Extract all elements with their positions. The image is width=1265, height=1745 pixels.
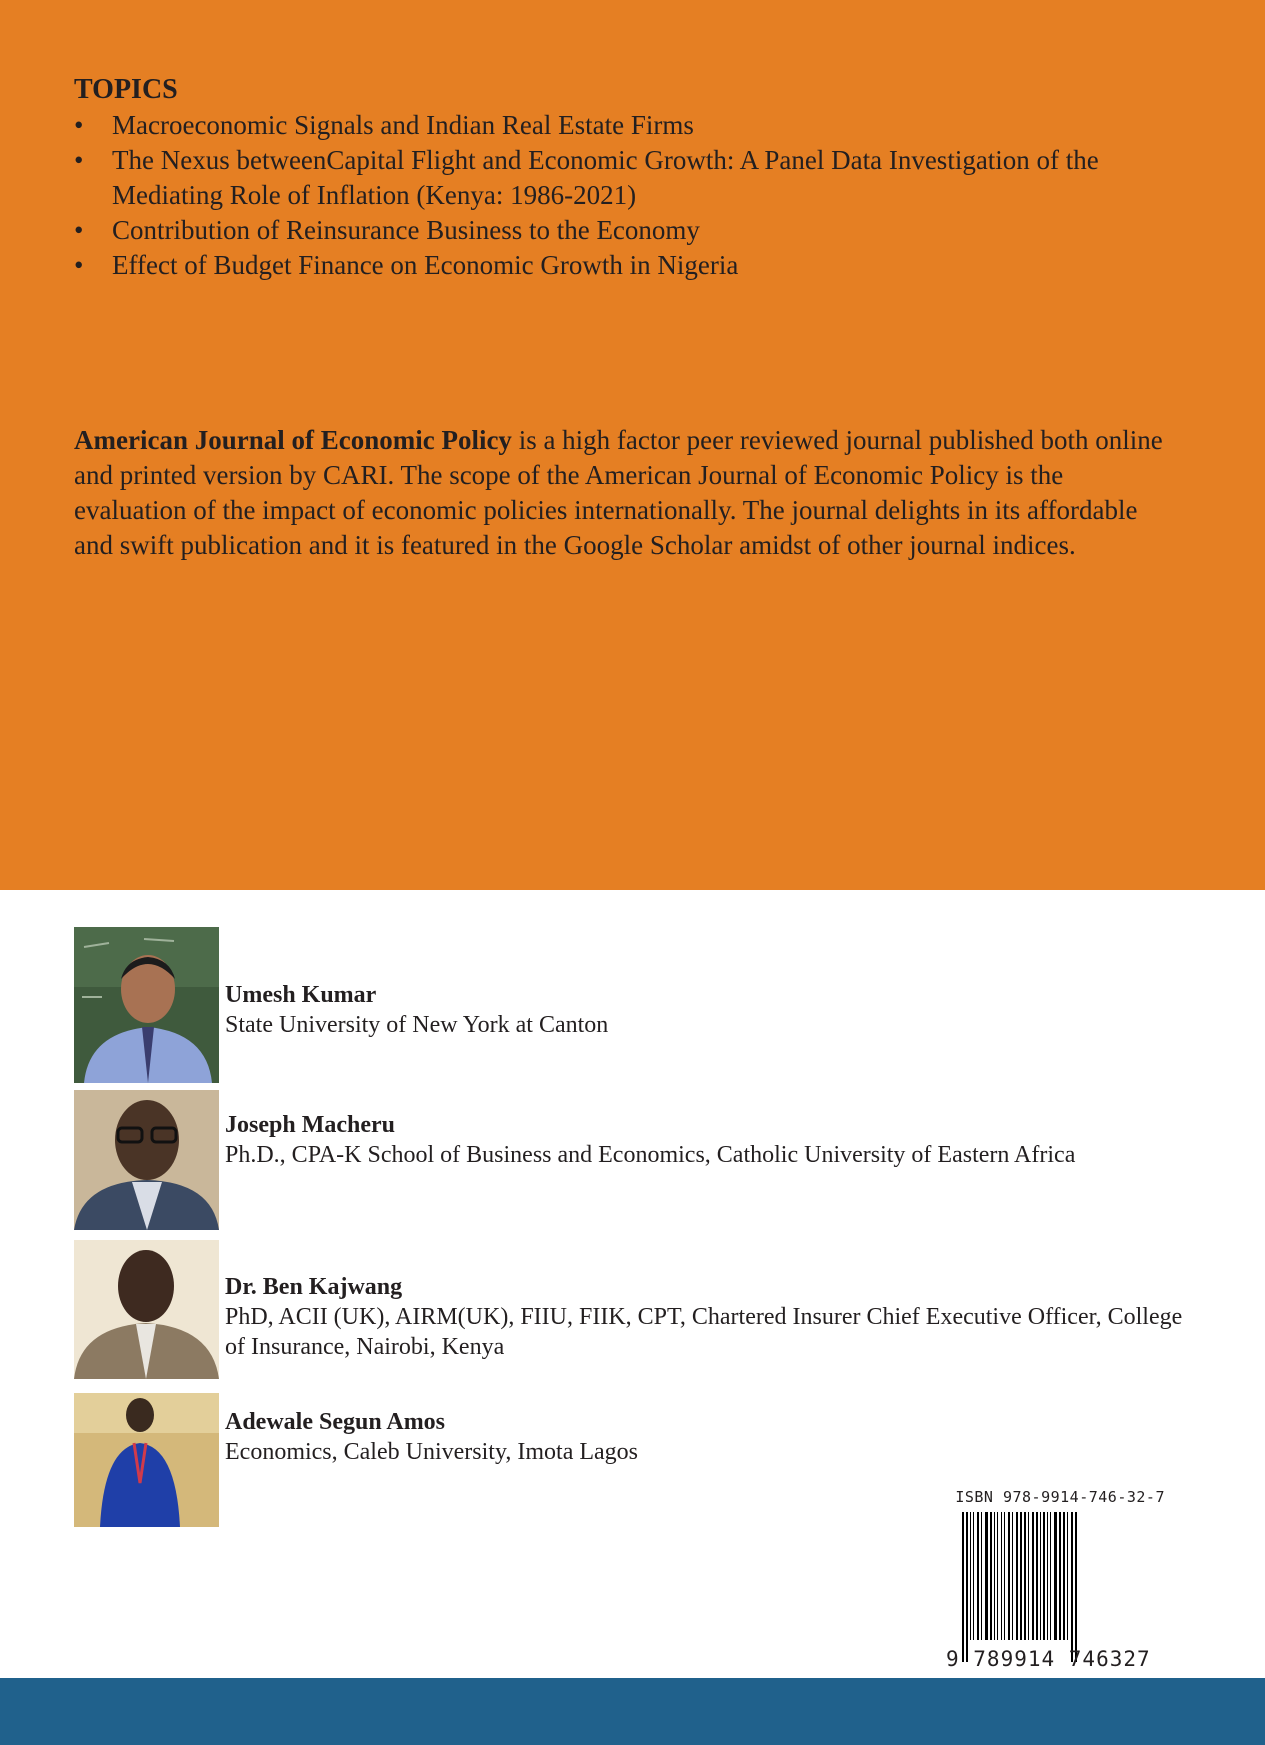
author-text [225, 980, 608, 1040]
topics-heading: TOPICS [74, 74, 178, 105]
author-name: Adewale Segun Amos [225, 1409, 446, 1435]
author-text [225, 1272, 1184, 1362]
barcode-icon [946, 1512, 1166, 1662]
footer-band [0, 1678, 1265, 1745]
author-photo [74, 1240, 219, 1379]
isbn-label: ISBN 978-9914-746-32-7 [955, 1488, 1165, 1506]
topics-list [74, 108, 1184, 283]
author-entry [74, 927, 1184, 1083]
journal-description [74, 423, 1166, 563]
author-affiliation: Ph.D., CPA-K School of Business and Economics, Catholic University of Eastern Africa [225, 1142, 1076, 1168]
topic-item: • Macroeconomic Signals and Indian Real Estate Firms [74, 108, 1184, 143]
author-entry [74, 1240, 1184, 1379]
author-name: Dr. Ben Kajwang [225, 1274, 403, 1300]
author-entry [74, 1090, 1184, 1230]
portrait-photo-icon [74, 1090, 219, 1230]
portrait-photo-icon [74, 1393, 219, 1527]
author-photo [74, 1393, 219, 1527]
topic-item: • The Nexus betweenCapital Flight and Economic Growth: A Panel Data Investigation of the Mediating Role of Inflation (Kenya: 1986-2021) [74, 143, 1184, 213]
author-photo [74, 1090, 219, 1230]
author-name: Joseph Macheru [225, 1112, 395, 1138]
topic-item: • Effect of Budget Finance on Economic Growth in Nigeria [74, 248, 1184, 283]
author-name: Umesh Kumar [225, 982, 377, 1008]
author-affiliation: Economics, Caleb University, Imota Lagos [225, 1439, 639, 1465]
author-text [225, 1407, 638, 1467]
journal-description-text: is a high factor peer reviewed journal published both online and printed version by CARI. The scope of the American Journal of Economic Policy is the evaluation of the impact of economic policies internationally. The journal delights in its affordable and swift publication and it is featured in the Google Scholar amidst of other journal indices. [74, 425, 1163, 560]
author-photo [74, 927, 219, 1083]
portrait-photo-icon [74, 927, 219, 1083]
author-affiliation: PhD, ACII (UK), AIRM(UK), FIIU, FIIK, CPT, Chartered Insurer Chief Executive Officer, College of Insurance, Nairobi, Kenya [225, 1304, 1183, 1360]
author-affiliation: State University of New York at Canton [225, 1012, 609, 1038]
isbn-block [946, 1488, 1166, 1671]
author-text [225, 1110, 1075, 1170]
barcode-digits: 9 789914 746327 [946, 1647, 1151, 1671]
portrait-photo-icon [74, 1240, 219, 1379]
topic-item: • Contribution of Reinsurance Business to the Economy [74, 213, 1184, 248]
journal-name: American Journal of Economic Policy [74, 425, 512, 455]
barcode [946, 1512, 1166, 1671]
